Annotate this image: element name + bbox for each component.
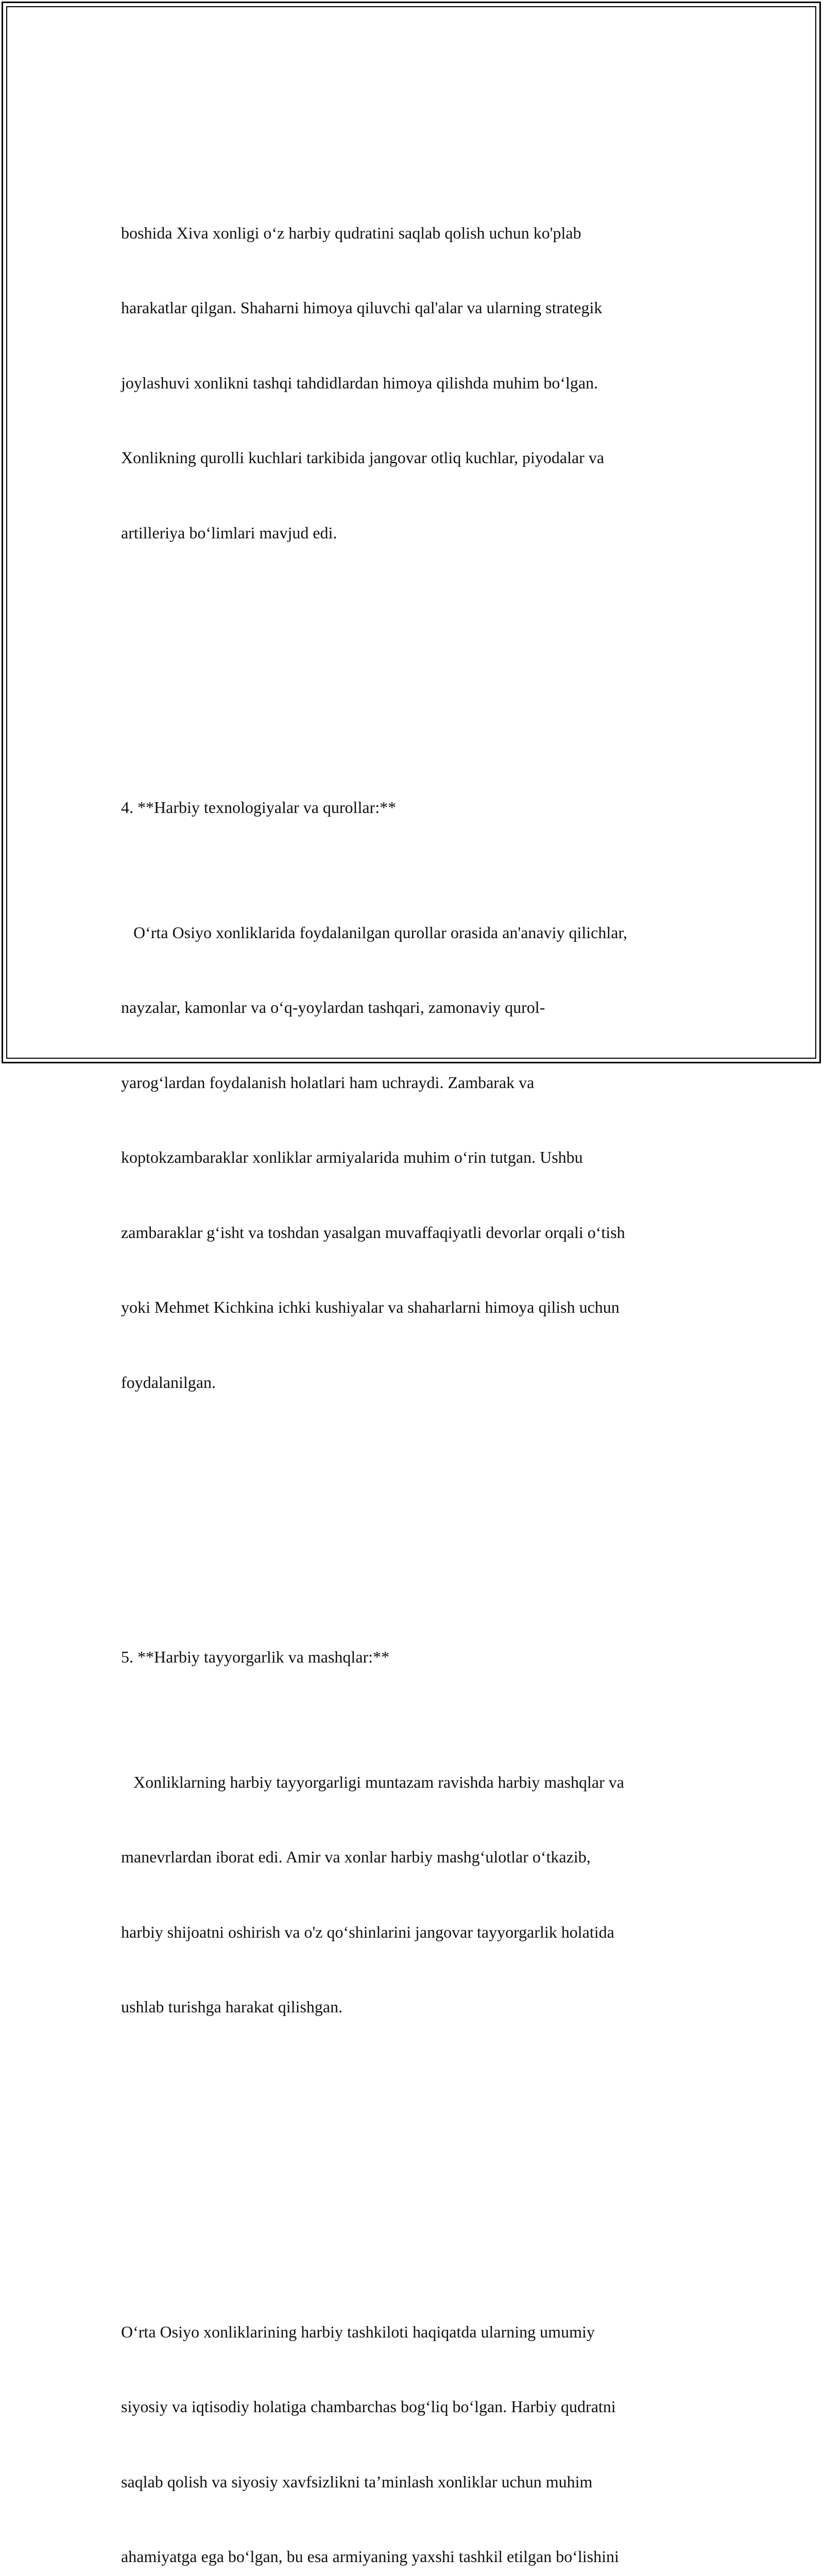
section-4-heading: 4. **Harbiy texnologiyalar va qurollar:** — [121, 795, 708, 820]
text-line: yoki Mehmet Kichkina ichki kushiyalar va shaharlarni himoya qilish uchun — [121, 1295, 708, 1320]
text-line: Xonliklarning harbiy tayyorgarligi muntazam ravishda harbiy mashqlar va — [121, 1770, 708, 1795]
text-line: joylashuvi xonlikni tashqi tahdidlardan himoya qilishda muhim bo‘lgan. — [121, 370, 708, 396]
text-line: harakatlar qilgan. Shaharni himoya qiluvchi qal'alar va ularning strategik — [121, 295, 708, 320]
section-5-heading: 5. **Harbiy tayyorgarlik va mashqlar:** — [121, 1645, 708, 1670]
paragraph-gap — [121, 670, 708, 696]
text-line: boshida Xiva xonligi o‘z harbiy qudratini saqlab qolish uchun ko'plab — [121, 221, 708, 246]
text-line: ahamiyatga ega bo‘lgan, bu esa armiyaning yaxshi tashkil etilgan bo‘lishini — [121, 2544, 708, 2569]
conclusion-paragraph — [121, 2269, 708, 2576]
text-line: koptokzambaraklar xonliklar armiyalarida muhim o‘rin tutgan. Ushbu — [121, 1145, 708, 1170]
text-line: siyosiy va iqtisodiy holatiga chambarchas bog‘liq bo‘lgan. Harbiy qudratni — [121, 2394, 708, 2419]
paragraph-gap — [121, 2144, 708, 2170]
text-line: yarog‘lardan foydalanish holatlari ham uchraydi. Zambarak va — [121, 1070, 708, 1095]
text-line: manevrlardan iborat edi. Amir va xonlar harbiy mashg‘ulotlar o‘tkazib, — [121, 1844, 708, 1870]
text-line: O‘rta Osiyo xonliklarining harbiy tashkiloti haqiqatda ularning umumiy — [121, 2319, 708, 2345]
text-line: artilleriya bo‘limlari mavjud edi. — [121, 520, 708, 546]
text-line: O‘rta Osiyo xonliklarida foydalanilgan qurollar orasida an'anaviy qilichlar, — [121, 920, 708, 945]
text-line: saqlab qolish va siyosiy xavfsizlikni ta’minlash xonliklar uchun muhim — [121, 2469, 708, 2495]
text-line: ushlab turishga harakat qilishgan. — [121, 1994, 708, 2020]
text-line: Xonlikning qurolli kuchlari tarkibida jangovar otliq kuchlar, piyodalar va — [121, 445, 708, 470]
section-4-paragraph — [121, 870, 708, 1445]
paragraph-gap — [121, 1520, 708, 1545]
section-5-paragraph — [121, 1720, 708, 2070]
document-body — [121, 95, 708, 2576]
intro-paragraph — [121, 171, 708, 596]
text-line: foydalanilgan. — [121, 1370, 708, 1395]
text-line: nayzalar, kamonlar va o‘q-yoylardan tashqari, zamonaviy qurol- — [121, 995, 708, 1020]
text-line: zambaraklar g‘isht va toshdan yasalgan muvaffaqiyatli devorlar orqali o‘tish — [121, 1220, 708, 1245]
text-line: harbiy shijoatni oshirish va o'z qo‘shinlarini jangovar tayyorgarlik holatida — [121, 1920, 708, 1945]
